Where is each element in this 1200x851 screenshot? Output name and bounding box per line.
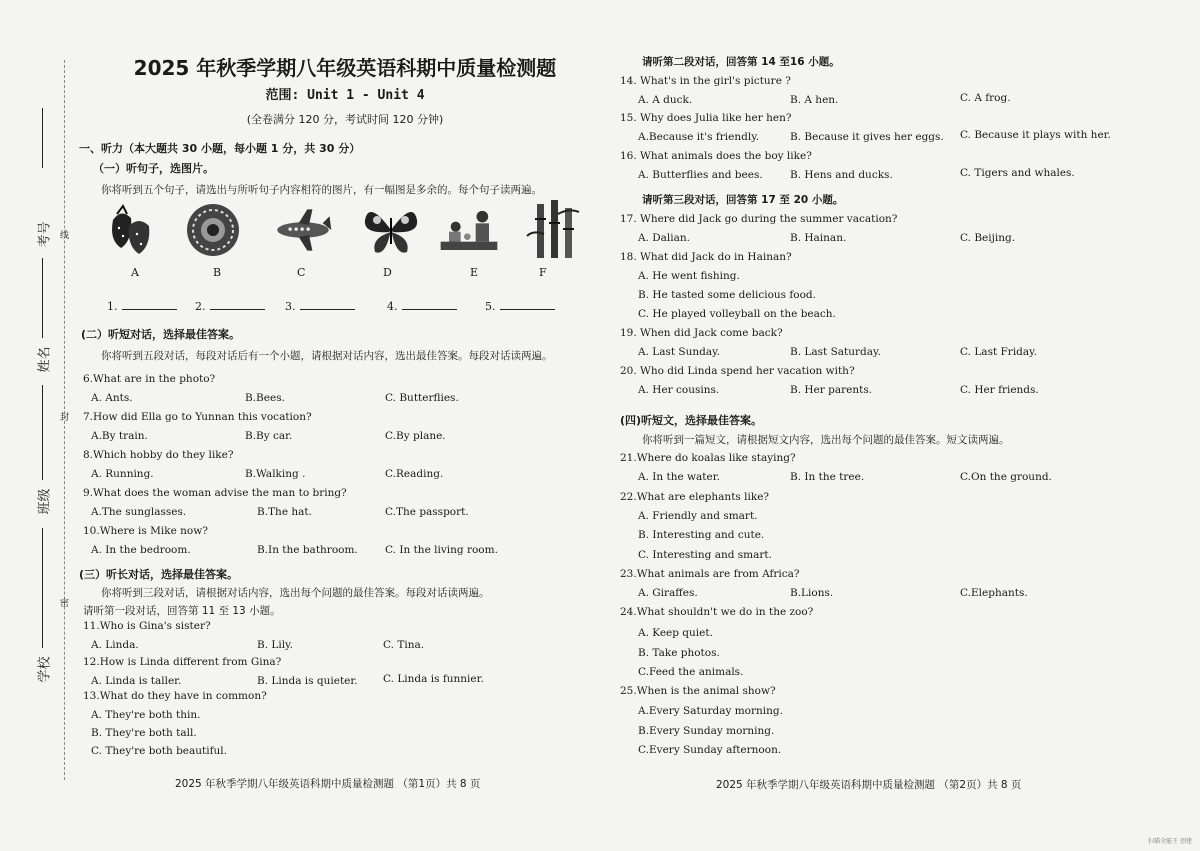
sub-instruction-3: 请听第三段对话，回答第 17 至 20 小题。 — [642, 194, 844, 206]
q19-option-c[interactable]: C. Last Friday. — [960, 346, 1038, 358]
q25-option-b[interactable]: B.Every Sunday morning. — [638, 725, 775, 737]
picture-options — [103, 200, 573, 260]
family-icon — [439, 200, 511, 260]
name-line — [42, 258, 43, 338]
q6-option-a[interactable]: A. Ants. — [91, 392, 133, 404]
q7-option-b[interactable]: B.By car. — [245, 430, 293, 442]
q10-option-c[interactable]: C. In the living room. — [385, 544, 498, 556]
q15-option-c[interactable]: C. Because it plays with her. — [960, 129, 1111, 141]
q22-option-c[interactable]: C. Interesting and smart. — [638, 549, 772, 561]
q9-option-c[interactable]: C.The passport. — [385, 506, 469, 518]
q13-option-a[interactable]: A. They're both thin. — [91, 709, 201, 721]
question-20: 20. Who did Linda spend her vacation with? — [620, 365, 855, 377]
question-21: 21.Where do koalas like staying? — [620, 452, 796, 464]
class-label: 班级 — [37, 488, 53, 515]
question-23: 23.What animals are from Africa? — [620, 568, 800, 580]
q6-option-c[interactable]: C. Butterflies. — [385, 392, 459, 404]
q17-option-b[interactable]: B. Hainan. — [790, 232, 847, 244]
q12-option-c[interactable]: C. Linda is funnier. — [383, 673, 484, 685]
question-7: 7.How did Ella go to Yunnan this vocation? — [83, 411, 312, 423]
picture-letter-e: E — [470, 266, 479, 279]
q20-option-b[interactable]: B. Her parents. — [790, 384, 873, 396]
ornament-icon — [183, 200, 243, 260]
exam-no-line — [42, 108, 43, 168]
class-line — [42, 385, 43, 480]
sub-instruction-2: 请听第二段对话，回答第 14 至16 小题。 — [642, 56, 840, 68]
question-16: 16. What animals does the boy like? — [620, 150, 812, 162]
q11-option-b[interactable]: B. Lily. — [257, 639, 293, 651]
page-1-footer: 2025 年秋季学期八年级英语科期中质量检测题 （第1页）共 8 页 — [175, 778, 481, 790]
q11-option-c[interactable]: C. Tina. — [383, 639, 425, 651]
picture-letter-f: F — [539, 266, 547, 279]
answer-blank[interactable]: 3. — [285, 299, 355, 313]
q20-option-c[interactable]: C. Her friends. — [960, 384, 1039, 396]
answer-blank[interactable]: 5. — [485, 299, 555, 313]
bamboo-icon — [523, 200, 583, 260]
question-25: 25.When is the animal show? — [620, 685, 776, 697]
question-24: 24.What shouldn't we do in the zoo? — [620, 606, 814, 618]
q24-option-b[interactable]: B. Take photos. — [638, 647, 720, 659]
cut-mark-secret: 密 — [60, 599, 70, 609]
question-11: 11.Who is Gina's sister? — [83, 620, 211, 632]
q15-option-a[interactable]: A.Because it's friendly. — [638, 131, 760, 143]
q14-option-c[interactable]: C. A frog. — [960, 92, 1011, 104]
school-label: 学校 — [37, 656, 53, 683]
page-2-footer: 2025 年秋季学期八年级英语科期中质量检测题 （第2页）共 8 页 — [716, 779, 1022, 791]
question-6: 6.What are in the photo? — [83, 373, 216, 385]
question-22: 22.What are elephants like? — [620, 491, 770, 503]
answer-blank[interactable]: 4. — [387, 299, 457, 313]
question-18: 18. What did Jack do in Hainan? — [620, 251, 792, 263]
q15-option-b[interactable]: B. Because it gives her eggs. — [790, 131, 944, 143]
q18-option-c[interactable]: C. He played volleyball on the beach. — [638, 308, 836, 320]
q8-option-b[interactable]: B.Walking . — [245, 468, 306, 480]
question-9: 9.What does the woman advise the man to bring? — [83, 487, 347, 499]
section-listening-heading: 一、听力（本大题共 30 小题，每小题 1 分，共 30 分） — [79, 142, 361, 155]
airplane-icon — [273, 200, 343, 260]
q25-option-a[interactable]: A.Every Saturday morning. — [638, 705, 783, 717]
question-12: 12.How is Linda different from Gina? — [83, 656, 282, 668]
cut-mark-line: 线 — [60, 231, 70, 241]
q6-option-b[interactable]: B.Bees. — [245, 392, 285, 404]
q23-option-b[interactable]: B.Lions. — [790, 587, 834, 599]
q10-option-a[interactable]: A. In the bedroom. — [91, 544, 191, 556]
question-10: 10.Where is Mike now? — [83, 525, 208, 537]
question-8: 8.Which hobby do they like? — [83, 449, 234, 461]
scanner-watermark: 扫描全能王 创建 — [1148, 838, 1192, 845]
q24-option-c[interactable]: C.Feed the animals. — [638, 666, 744, 678]
binding-margin — [0, 0, 75, 851]
s4-heading: (四)听短文，选择最佳答案。 — [620, 414, 763, 427]
q10-option-b[interactable]: B.In the bathroom. — [257, 544, 358, 556]
q12-option-b[interactable]: B. Linda is quieter. — [257, 675, 358, 687]
q7-option-a[interactable]: A.By train. — [91, 430, 148, 442]
q20-option-a[interactable]: A. Her cousins. — [638, 384, 720, 396]
q17-option-a[interactable]: A. Dalian. — [638, 232, 691, 244]
q13-option-b[interactable]: B. They're both tall. — [91, 727, 197, 739]
q7-option-c[interactable]: C.By plane. — [385, 430, 446, 442]
q8-option-c[interactable]: C.Reading. — [385, 468, 444, 480]
q16-option-b[interactable]: B. Hens and ducks. — [790, 169, 893, 181]
name-label: 姓名 — [37, 346, 53, 373]
q24-option-a[interactable]: A. Keep quiet. — [638, 627, 713, 639]
q9-option-a[interactable]: A.The sunglasses. — [91, 506, 187, 518]
q8-option-a[interactable]: A. Running. — [91, 468, 154, 480]
picture-letter-d: D — [383, 266, 392, 279]
exam-title: 2025 年秋季学期八年级英语科期中质量检测题 — [133, 56, 557, 80]
answer-blank[interactable]: 2. — [195, 299, 265, 313]
q21-option-a[interactable]: A. In the water. — [638, 471, 720, 483]
q18-option-b[interactable]: B. He tasted some delicious food. — [638, 289, 816, 301]
picture-letter-c: C — [297, 266, 306, 279]
school-line — [42, 528, 43, 648]
q25-option-c[interactable]: C.Every Sunday afternoon. — [638, 744, 782, 756]
q11-option-a[interactable]: A. Linda. — [91, 639, 139, 651]
cut-mark-seal: 封 — [60, 413, 70, 423]
q14-option-a[interactable]: A. A duck. — [638, 94, 693, 106]
s2-heading: (二）听短对话，选择最佳答案。 — [81, 328, 241, 341]
exam-no-label: 考号 — [37, 221, 53, 248]
s2-instruction: 你将听到五段对话，每段对话后有一个小题，请根据对话内容，选出最佳答案。每段对话读两遍。 — [101, 350, 553, 362]
answer-blank[interactable]: 1. — [107, 299, 177, 313]
q18-option-a[interactable]: A. He went fishing. — [638, 270, 740, 282]
question-19: 19. When did Jack come back? — [620, 327, 783, 339]
s3-instruction: 你将听到三段对话，请根据对话内容，选出每个问题的最佳答案。每段对话读两遍。 — [101, 587, 490, 599]
s3-sub-instruction: 请听第一段对话，回答第 11 至 13 小题。 — [83, 605, 281, 617]
q16-option-a[interactable]: A. Butterflies and bees. — [638, 169, 763, 181]
s3-heading: (三）听长对话，选择最佳答案。 — [79, 568, 239, 581]
q13-option-c[interactable]: C. They're both beautiful. — [91, 745, 227, 757]
q12-option-a[interactable]: A. Linda is taller. — [91, 675, 182, 687]
q14-option-b[interactable]: B. A hen. — [790, 94, 839, 106]
q21-option-b[interactable]: B. In the tree. — [790, 471, 865, 483]
exam-meta: (全卷满分 120 分，考试时间 120 分钟) — [246, 113, 444, 126]
q16-option-c[interactable]: C. Tigers and whales. — [960, 167, 1075, 179]
question-14: 14. What's in the girl's picture ? — [620, 75, 791, 87]
butterfly-icon — [361, 200, 421, 260]
s4-instruction: 你将听到一篇短文，请根据短文内容，选出每个问题的最佳答案。短文读两遍。 — [642, 434, 1010, 446]
q23-option-a[interactable]: A. Giraffes. — [638, 587, 698, 599]
q9-option-b[interactable]: B.The hat. — [257, 506, 312, 518]
question-17: 17. Where did Jack go during the summer vacation? — [620, 213, 898, 225]
q19-option-b[interactable]: B. Last Saturday. — [790, 346, 881, 358]
exam-scope: 范围: Unit 1 - Unit 4 — [265, 88, 425, 103]
q21-option-c[interactable]: C.On the ground. — [960, 471, 1052, 483]
question-15: 15. Why does Julia like her hen? — [620, 112, 792, 124]
picture-letter-a: A — [131, 266, 139, 279]
q19-option-a[interactable]: A. Last Sunday. — [638, 346, 721, 358]
s1-instruction: 你将听到五个句子，请选出与所听句子内容相符的图片，有一幅图是多余的。每个句子读两遍。 — [101, 184, 542, 196]
q22-option-b[interactable]: B. Interesting and cute. — [638, 529, 765, 541]
question-13: 13.What do they have in common? — [83, 690, 267, 702]
s1-heading: （一）听句子，选图片。 — [93, 162, 214, 175]
q17-option-c[interactable]: C. Beijing. — [960, 232, 1016, 244]
q22-option-a[interactable]: A. Friendly and smart. — [638, 510, 758, 522]
q23-option-c[interactable]: C.Elephants. — [960, 587, 1028, 599]
picture-letter-b: B — [213, 266, 222, 279]
strawberry-icon — [103, 200, 163, 260]
